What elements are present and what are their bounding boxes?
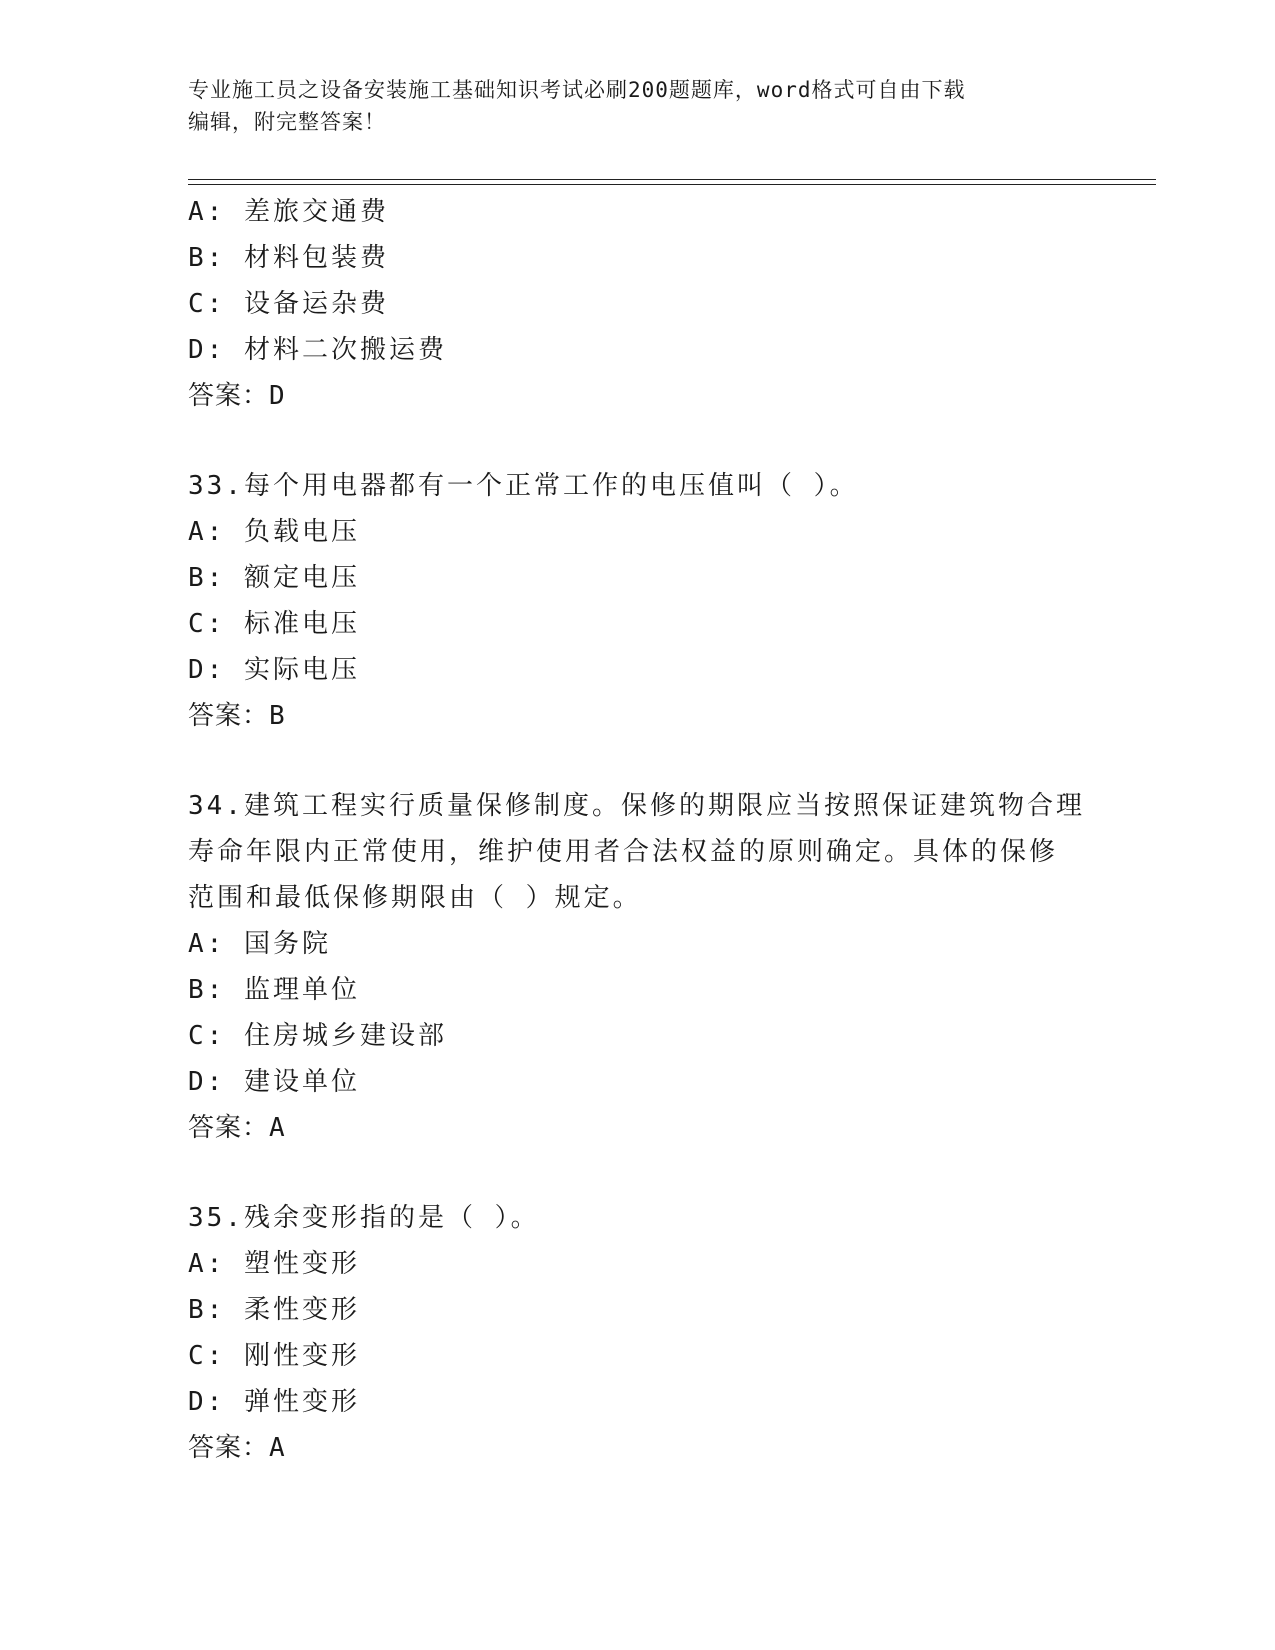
option-b: B: 额定电压 <box>188 563 360 593</box>
answer-value: B <box>269 701 286 731</box>
question-list <box>188 189 1088 1471</box>
option-c: C: 刚性变形 <box>188 1341 360 1371</box>
question-stem-line-3: 范围和最低保修期限由（ ）规定。 <box>188 883 642 913</box>
option-a: A: 塑性变形 <box>188 1249 360 1279</box>
answer-line <box>188 1425 1088 1471</box>
answer-value: A <box>269 1433 286 1463</box>
option-b: B: 材料包装费 <box>188 243 389 273</box>
option-c: C: 住房城乡建设部 <box>188 1021 447 1051</box>
question-32-partial <box>188 189 1088 419</box>
answer-label: 答案： <box>188 701 270 731</box>
answer-line <box>188 693 1088 739</box>
question-33 <box>188 463 1088 739</box>
question-34 <box>188 783 1088 1151</box>
answer-label: 答案： <box>188 381 270 411</box>
option-d: D: 实际电压 <box>188 655 360 685</box>
question-stem-line-2: 寿命年限内正常使用，维护使用者合法权益的原则确定。具体的保修 <box>188 837 1059 867</box>
option-d: D: 弹性变形 <box>188 1387 360 1417</box>
answer-label: 答案： <box>188 1113 270 1143</box>
option-a: A: 差旅交通费 <box>188 197 389 227</box>
option-b: B: 监理单位 <box>188 975 360 1005</box>
header-line-1: 专业施工员之设备安装施工基础知识考试必刷200题题库，word格式可自由下载 <box>188 78 966 102</box>
answer-line <box>188 373 1088 419</box>
header-line-2: 编辑，附完整答案！ <box>188 110 386 134</box>
option-c: C: 设备运杂费 <box>188 289 389 319</box>
option-c: C: 标准电压 <box>188 609 360 639</box>
question-stem: 33.每个用电器都有一个正常工作的电压值叫（ ）。 <box>188 471 859 501</box>
answer-value: D <box>269 381 286 411</box>
answer-value: A <box>269 1113 286 1143</box>
question-stem-line-1: 34.建筑工程实行质量保修制度。保修的期限应当按照保证建筑物合理 <box>188 791 1085 821</box>
document-header <box>188 74 1088 138</box>
option-d: D: 建设单位 <box>188 1067 360 1097</box>
option-b: B: 柔性变形 <box>188 1295 360 1325</box>
header-divider <box>188 179 1156 185</box>
answer-label: 答案： <box>188 1433 270 1463</box>
option-a: A: 国务院 <box>188 929 331 959</box>
question-stem: 35.残余变形指的是（ ）。 <box>188 1203 540 1233</box>
answer-line <box>188 1105 1088 1151</box>
question-35 <box>188 1195 1088 1471</box>
option-d: D: 材料二次搬运费 <box>188 335 447 365</box>
option-a: A: 负载电压 <box>188 517 360 547</box>
